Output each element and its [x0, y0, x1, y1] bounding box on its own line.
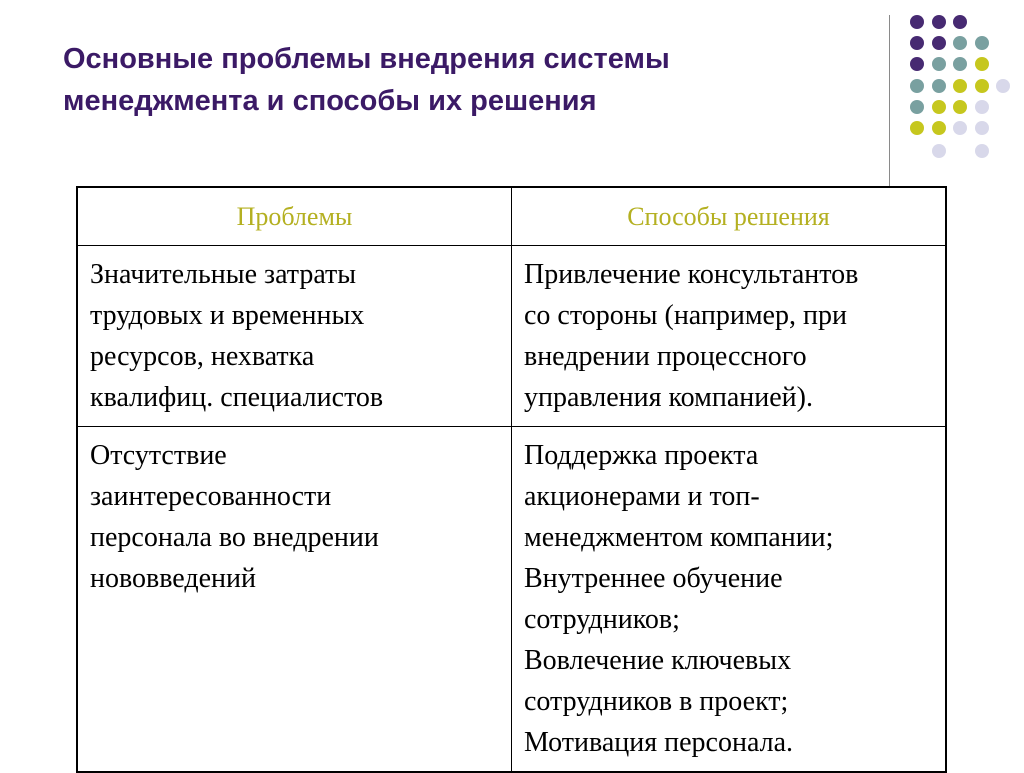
problems-solutions-table	[76, 186, 947, 773]
problem-cell-line: заинтересованности	[90, 481, 332, 512]
solution-cell	[511, 427, 946, 773]
dot-purple	[910, 15, 924, 29]
problem-cell-line: ресурсов, нехватка	[90, 341, 315, 372]
dot-purple	[953, 15, 967, 29]
problem-cell-line: трудовых и временных	[90, 300, 365, 331]
solution-cell-line: Внутреннее обучение	[523, 563, 783, 594]
dot-teal	[975, 36, 989, 50]
problem-cell-line: Отсутствие	[90, 440, 227, 471]
divider-line	[889, 15, 890, 187]
solution-cell-line: со стороны (например, при	[523, 300, 847, 331]
dot-teal	[953, 57, 967, 71]
problem-cell	[77, 246, 511, 427]
problem-cell	[77, 427, 511, 773]
slide-title-line: менеджмента и способы их решения	[63, 85, 597, 117]
dot-teal	[932, 79, 946, 93]
slide-title-line: Основные проблемы внедрения системы	[63, 43, 670, 75]
problem-cell-line: персонала во внедрении	[90, 522, 379, 553]
dot-yellow	[932, 121, 946, 135]
dot-teal	[932, 57, 946, 71]
solution-cell-line: внедрении процессного	[523, 341, 807, 372]
dot-yellow	[910, 121, 924, 135]
header-problems: Проблемы	[77, 187, 511, 246]
dot-yellow	[975, 79, 989, 93]
solution-cell-line: Поддержка проекта	[523, 440, 759, 471]
solution-cell-line: менеджментом компании;	[523, 522, 834, 553]
solution-cell-line: управления компанией).	[523, 382, 813, 413]
dot-lavender	[975, 144, 989, 158]
table-row	[77, 246, 946, 427]
header-solutions: Способы решения	[511, 187, 946, 246]
dot-lavender	[953, 121, 967, 135]
problem-cell-line: нововведений	[90, 563, 256, 594]
dot-teal	[910, 100, 924, 114]
dot-purple	[910, 36, 924, 50]
dot-lavender	[975, 121, 989, 135]
dot-purple	[932, 15, 946, 29]
solution-cell-line: сотрудников в проект;	[523, 686, 789, 717]
table-row	[77, 427, 946, 773]
dot-lavender	[932, 144, 946, 158]
slide-title	[63, 38, 863, 122]
dot-yellow	[953, 100, 967, 114]
dot-yellow	[975, 57, 989, 71]
table-header-row	[77, 187, 946, 246]
dot-yellow	[932, 100, 946, 114]
solution-cell-line: Мотивация персонала.	[523, 727, 794, 758]
solution-cell-line: акционерами и топ-	[523, 481, 760, 512]
solution-cell	[511, 246, 946, 427]
solution-cell-line: сотрудников;	[523, 604, 680, 635]
dot-lavender	[975, 100, 989, 114]
dot-purple	[932, 36, 946, 50]
dot-lavender	[996, 79, 1010, 93]
dot-teal	[953, 36, 967, 50]
dot-purple	[910, 57, 924, 71]
problem-cell-line: Значительные затраты	[90, 259, 357, 290]
solution-cell-line: Привлечение консультантов	[523, 259, 859, 290]
solution-cell-line: Вовлечение ключевых	[523, 645, 792, 676]
dot-yellow	[953, 79, 967, 93]
dot-teal	[910, 79, 924, 93]
problem-cell-line: квалифиц. специалистов	[90, 382, 384, 413]
